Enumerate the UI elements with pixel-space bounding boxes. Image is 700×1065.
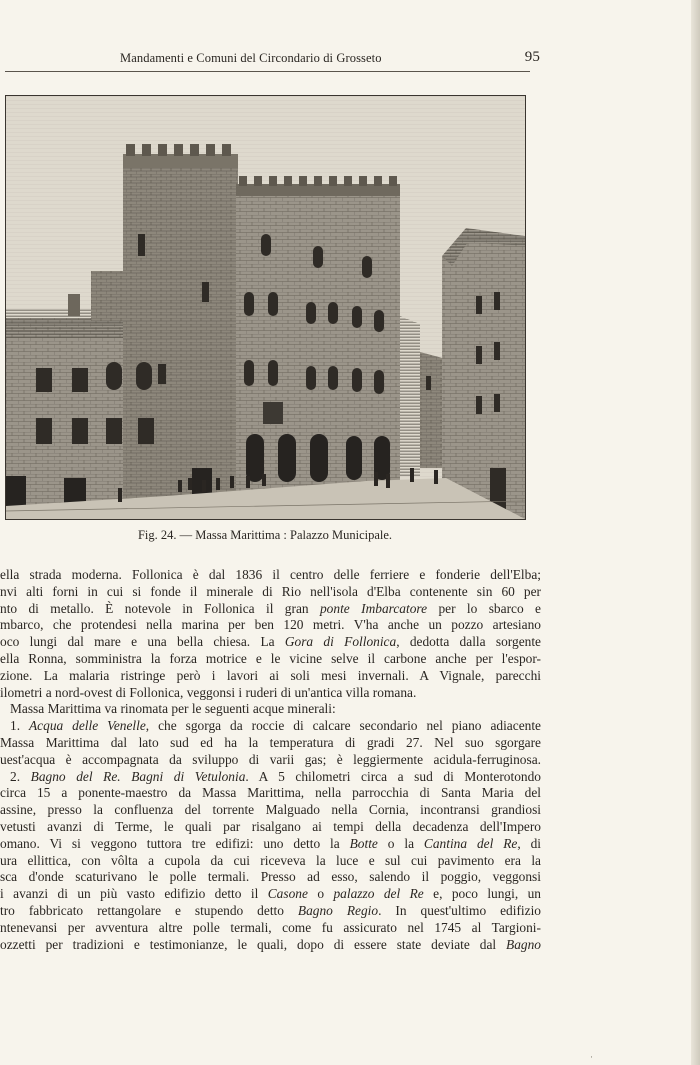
text-segment: , di xyxy=(517,835,541,851)
text-line xyxy=(0,584,541,601)
text-line xyxy=(0,735,541,752)
page-number: 95 xyxy=(524,49,540,65)
text-segment: , dedotta dalla sorgente xyxy=(396,634,541,650)
text-line xyxy=(0,668,541,685)
text-line xyxy=(0,802,541,819)
text-line xyxy=(0,869,541,886)
text-segment: per lo sbarco e xyxy=(427,600,541,616)
running-header xyxy=(120,49,540,69)
text-line xyxy=(0,903,541,920)
text-segment: e, poco lungi, un xyxy=(423,886,541,902)
page-edge xyxy=(691,0,700,1065)
text-segment: zione. La malaria ristringe però i lavori ai soli mesi invernali. A Vignale, parecchi xyxy=(0,667,541,683)
text-segment: sca d'onde scaturivano le polle termali. Presso ad esso, salendo il poggio, veggonsi xyxy=(0,869,541,885)
italic-text: palazzo del Re xyxy=(333,886,424,902)
text-segment: assine, presso la confluenza del torrente Malguado nella Cornia, incontransi grandiosi xyxy=(0,802,541,818)
text-line xyxy=(0,617,541,634)
text-segment: . A 5 chilometri circa a sud di Monterotondo xyxy=(245,768,541,784)
italic-text: Cantina del Re xyxy=(423,835,518,851)
text-line xyxy=(0,937,541,954)
text-segment: ella strada moderna. Follonica è dal 1836 il centro delle ferriere e fonderie dell'Elba; xyxy=(0,567,541,582)
text-segment: Massa Marittima va rinomata per le seguenti acque minerali: xyxy=(10,701,336,717)
text-line xyxy=(0,651,541,668)
text-segment: 2. xyxy=(10,768,31,784)
text-segment: mbarco, che protendesi nella marina per ben 120 metri. V'ha anche un pozzo artesiano xyxy=(0,617,541,633)
text-segment: ozzetti per tradizioni e testimonianze, le quali, dopo di essere state deviate dal xyxy=(0,936,507,952)
text-line xyxy=(0,752,541,769)
text-segment: . In quest'ultimo edifizio xyxy=(378,902,541,918)
italic-text: Gora di Follonica xyxy=(284,634,397,650)
italic-text: Botte xyxy=(349,835,378,851)
text-segment: ura ellittica, con vôlta a cupola da cui riceveva la luce e sul cui pavimento era la xyxy=(0,852,541,868)
body-text xyxy=(0,567,541,962)
italic-text: Casone xyxy=(267,886,308,902)
text-segment: ntenevansi per avventura altre polle termali, come fu assicurato nel 1745 al Targioni- xyxy=(0,919,541,935)
text-line xyxy=(0,601,541,618)
running-title: Mandamenti e Comuni del Circondario di Grosseto xyxy=(120,51,382,65)
text-line xyxy=(0,701,541,718)
text-line xyxy=(0,819,541,836)
text-segment: tro fabbricato rettangolare e stupendo detto xyxy=(0,902,298,918)
header-rule xyxy=(5,71,530,72)
italic-text: Bagno Regio xyxy=(297,902,379,918)
text-line xyxy=(0,634,541,651)
text-line xyxy=(0,886,541,903)
text-line xyxy=(0,785,541,802)
text-segment: o xyxy=(307,886,334,902)
text-segment: uest'acqua è accompagnata da sviluppo di varii gas; è leggiermente acidula-ferruginosa. xyxy=(0,751,541,767)
text-segment: Massa Marittima dal lato sud ed ha la temperatura di gradi 27. Nel suo sgorgare xyxy=(0,734,541,750)
figure-caption: Fig. 24. — Massa Marittima : Palazzo Municipale. xyxy=(137,528,393,542)
palazzo-municipale-illustration xyxy=(6,96,525,519)
figure-engraving xyxy=(5,95,526,520)
text-segment: circa 15 a ponente-maestro da Massa Marittima, nella parrocchia di Santa Maria del xyxy=(0,785,541,801)
text-segment: 1. xyxy=(10,718,29,734)
text-segment: ilometri a nord-ovest di Follonica, veggonsi i ruderi di un'antica villa romana. xyxy=(0,684,417,700)
text-segment: nto di metallo. È notevole in Follonica il gran xyxy=(0,600,320,616)
italic-text: Bagno xyxy=(506,936,541,952)
text-line xyxy=(0,853,541,870)
italic-text: ponte Imbarcatore xyxy=(319,600,428,616)
text-segment: o la xyxy=(377,835,424,851)
text-line xyxy=(0,769,541,786)
text-line xyxy=(0,567,541,584)
text-segment: ella Ronna, somministra la forza motrice e le vicine selve il carbone anche per l'espor- xyxy=(0,650,541,666)
page-mark: · xyxy=(590,1052,593,1062)
text-segment: omano. Vi si veggono tuttora tre edifizi: uno detto la xyxy=(0,835,350,851)
italic-text: Acqua delle Venelle xyxy=(29,718,146,734)
text-segment: oco lungi dal mare e una bella chiesa. La xyxy=(0,634,285,650)
text-segment: , che sgorga da roccie di calcare secondario nel piano adiacente xyxy=(145,718,541,734)
text-line xyxy=(0,685,541,702)
italic-text: Bagno del Re. Bagni di Vetulonia xyxy=(30,768,246,784)
text-segment: vetusti avanzi di Terme, le quali par risalgano ai tempi della decadenza dell'Impero xyxy=(0,818,541,834)
text-line xyxy=(0,836,541,853)
text-segment: nvi alti forni in cui si fonde il minerale di Rio nell'isola d'Elba contenente sin 60 per xyxy=(0,583,541,599)
text-line xyxy=(0,718,541,735)
text-segment: i avanzi di un più vasto edifizio detto il xyxy=(0,886,268,902)
text-line xyxy=(0,920,541,937)
